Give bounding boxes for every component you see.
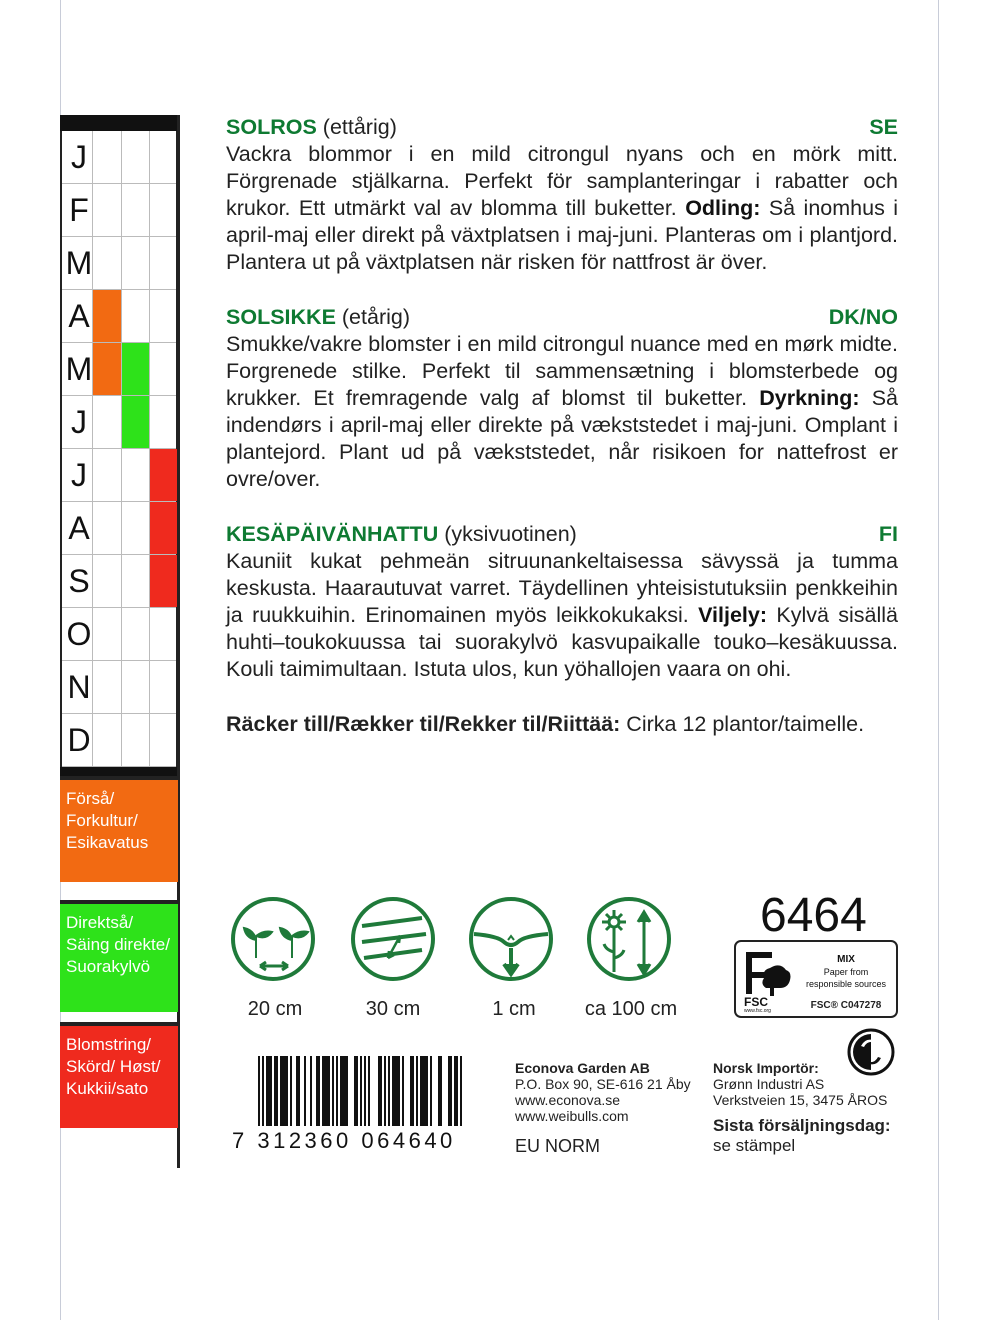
calendar-cell-sowing-indoor — [92, 714, 122, 766]
barcode-bar — [310, 1056, 312, 1126]
body-label: Dyrkning: — [759, 386, 860, 410]
calendar-month-letter: A — [68, 298, 90, 334]
company-postal: P.O. Box 90, SE-616 21 Åby — [515, 1076, 691, 1092]
sowing-calendar — [60, 115, 178, 785]
body-text: Kauniit kukat pehmeän sitruunankeltaisessa sävyssä ja tumma keskusta. Haarautuvat varret. Täydellinen yhteisistutuksiin penkkeihin ja ruukkuihin. Erinomainen myös leikkokukaksi. — [226, 549, 898, 627]
body-label: Viljely: — [698, 603, 768, 627]
section-language: FI — [878, 522, 898, 546]
barcode-bar — [340, 1056, 348, 1126]
barcode-bar — [402, 1056, 404, 1126]
yield-value: Cirka 12 plantor/taimelle. — [620, 712, 865, 736]
calendar-month-letter: J — [71, 404, 87, 440]
sowing-depth-icon — [468, 896, 554, 982]
company-name: Econova Garden AB — [515, 1060, 650, 1076]
importer-heading: Norsk Importör: — [713, 1060, 819, 1076]
fsc-paper-line2: responsible sources — [805, 979, 887, 989]
body-text: Så indendørs i april-maj eller direkte på vækststedet i maj-juni. Omplant i plantejord. Plant ud på vækststedet, når risikoen for nattefrost er ovre/over. — [226, 386, 898, 491]
barcode-bar — [454, 1056, 456, 1126]
sowing-depth-label: 1 cm — [492, 998, 536, 1020]
calendar-cell-flowering — [149, 290, 177, 342]
calendar-month-row — [62, 290, 176, 343]
calendar-month-row — [62, 661, 176, 714]
company-address — [515, 1060, 691, 1124]
section-heading — [226, 304, 898, 331]
body-label: Odling: — [685, 196, 761, 220]
calendar-cell-sowing-direct — [121, 237, 150, 289]
section-heading — [226, 114, 898, 141]
barcode-bar — [456, 1056, 458, 1126]
calendar-month-letter: J — [71, 139, 87, 175]
calendar-cell-sowing-direct — [121, 714, 150, 766]
calendar-month-row — [62, 396, 176, 449]
plant-spacing-icon — [230, 896, 316, 982]
barcode-bar — [420, 1056, 428, 1126]
barcode-bar — [368, 1056, 370, 1126]
calendar-cell-sowing-direct — [121, 290, 150, 342]
barcode-bar — [304, 1056, 306, 1126]
calendar-cell-sowing-indoor — [92, 290, 122, 342]
calendar-month-letter: A — [68, 510, 90, 546]
barcode-bar — [266, 1056, 272, 1126]
section-dk-no — [226, 304, 898, 493]
last-sale-heading: Sista försäljningsdag: — [713, 1116, 891, 1135]
calendar-month-row — [62, 555, 176, 608]
calendar-cell-flowering — [149, 714, 177, 766]
barcode-bar — [410, 1056, 414, 1126]
calendar-cell-sowing-direct — [121, 131, 150, 183]
fsc-text — [798, 954, 894, 990]
importer-street: Verkstveien 15, 3475 ÅROS — [713, 1092, 888, 1108]
barcode-bar — [274, 1056, 278, 1126]
right-edge-line — [938, 0, 939, 1320]
barcode-bar — [332, 1056, 334, 1126]
barcode-bar — [364, 1056, 366, 1126]
calendar-month-letter: M — [65, 245, 93, 281]
calendar-cell-sowing-indoor — [92, 555, 122, 607]
legend-sowing-indoor: Förså/ Forkultur/ Esikavatus — [60, 780, 178, 882]
barcode-bar — [322, 1056, 330, 1126]
section-title: KESÄPÄIVÄNHATTU — [226, 522, 439, 546]
section-body — [226, 548, 898, 683]
fsc-code: FSC® C047278 — [810, 1000, 882, 1011]
barcode-bar — [416, 1056, 418, 1126]
barcode-bar — [448, 1056, 452, 1126]
section-body — [226, 141, 898, 276]
calendar-cell-sowing-direct — [121, 661, 150, 713]
barcode-bar — [262, 1056, 264, 1126]
last-sale-date — [713, 1116, 891, 1156]
barcode-bar — [280, 1056, 288, 1126]
yield-line — [226, 712, 864, 737]
calendar-cell-sowing-direct — [121, 502, 150, 554]
calendar-cell-flowering — [149, 237, 177, 289]
calendar-cell-sowing-indoor — [92, 237, 122, 289]
eu-norm: EU NORM — [515, 1136, 600, 1156]
legend-sowing-direct: Direktså/ Säing direkte/ Suorakylvö — [60, 904, 178, 1012]
calendar-cell-sowing-direct — [121, 396, 150, 448]
body-text: Vackra blommor i en mild citrongul nyans och en mörk mitt. Förgrenade stjälkarna. Perfekt för samplanteringar i rabatter och krukor. Ett utmärkt val av blomma till buketter. — [226, 142, 898, 220]
calendar-cell-flowering — [149, 449, 177, 501]
row-spacing-icon — [350, 896, 436, 982]
section-language: SE — [869, 115, 898, 139]
section-subtitle: (ettårig) — [322, 115, 397, 139]
article-number: 6464 — [760, 889, 867, 942]
calendar-cell-sowing-indoor — [92, 131, 122, 183]
calendar-month-row — [62, 502, 176, 555]
yield-label: Räcker till/Rækker til/Rekker til/Riittää: — [226, 712, 621, 736]
plant-height-label: ca 100 cm — [584, 998, 678, 1020]
calendar-month-row — [62, 184, 176, 237]
calendar-month-row — [62, 449, 176, 502]
barcode-bar — [336, 1056, 338, 1126]
calendar-grid — [60, 131, 178, 767]
calendar-cell-sowing-direct — [121, 449, 150, 501]
section-title: SOLROS — [226, 115, 317, 139]
calendar-cell-sowing-direct — [121, 555, 150, 607]
calendar-cell-sowing-direct — [121, 343, 150, 395]
barcode-bar — [316, 1056, 320, 1126]
section-title: SOLSIKKE — [226, 305, 336, 329]
calendar-cell-sowing-indoor — [92, 343, 122, 395]
plant-height-icon — [586, 896, 672, 982]
section-language: DK/NO — [828, 305, 898, 329]
calendar-cell-sowing-indoor — [92, 184, 122, 236]
fsc-paper-line1: Paper from — [823, 967, 869, 977]
barcode-number: 7 312360 064640 — [232, 1128, 456, 1153]
importer-name: Grønn Industri AS — [713, 1076, 825, 1092]
body-text: Kylvä sisällä huhti–toukokuussa tai suorakylvö kasvupaikalle touko–kesäkuussa. Kouli taimimultaan. Istuta ulos, kun yöhallojen vaara on ohi. — [226, 603, 899, 681]
calendar-month-letter: S — [68, 563, 90, 599]
calendar-month-letter: N — [67, 669, 91, 705]
calendar-cell-flowering — [149, 396, 177, 448]
calendar-cell-flowering — [149, 131, 177, 183]
calendar-cell-flowering — [149, 608, 177, 660]
calendar-month-letter: M — [65, 351, 93, 387]
barcode-bar — [392, 1056, 400, 1126]
barcode-bar — [388, 1056, 390, 1126]
section-fi — [226, 521, 898, 683]
company-web: www.econova.se — [515, 1092, 621, 1108]
legend-flowering: Blomstring/ Skörd/ Høst/ Kukkii/sato — [60, 1026, 178, 1128]
calendar-cell-sowing-indoor — [92, 396, 122, 448]
barcode-bar — [360, 1056, 362, 1126]
calendar-cell-sowing-indoor — [92, 502, 122, 554]
calendar-cell-sowing-indoor — [92, 661, 122, 713]
calendar-cell-flowering — [149, 555, 177, 607]
plant-spacing-label: 20 cm — [247, 998, 303, 1020]
section-subtitle: (yksivuotinen) — [444, 522, 577, 546]
section-subtitle: (etårig) — [341, 305, 410, 329]
calendar-month-row — [62, 714, 176, 767]
fsc-tree-icon — [740, 946, 794, 1014]
barcode-bar — [430, 1056, 432, 1126]
calendar-cell-sowing-direct — [121, 184, 150, 236]
calendar-cell-flowering — [149, 661, 177, 713]
section-se — [226, 114, 898, 276]
fsc-site: www.fsc.org — [744, 1008, 771, 1014]
calendar-month-row — [62, 608, 176, 661]
calendar-month-letter: F — [69, 192, 89, 228]
section-body — [226, 331, 898, 493]
importer-address — [713, 1060, 887, 1108]
calendar-cell-sowing-direct — [121, 608, 150, 660]
calendar-top-bar — [60, 115, 178, 131]
barcode-bar — [438, 1056, 442, 1126]
calendar-month-letter: O — [66, 616, 92, 652]
calendar-month-letter: D — [67, 722, 91, 758]
barcode-bar — [296, 1056, 300, 1126]
barcode-bar — [354, 1056, 358, 1126]
calendar-cell-flowering — [149, 184, 177, 236]
calendar-cell-flowering — [149, 502, 177, 554]
calendar-cell-sowing-indoor — [92, 608, 122, 660]
last-sale-value: se stämpel — [713, 1136, 796, 1155]
barcode-bar — [258, 1056, 260, 1126]
barcode-bar — [290, 1056, 292, 1126]
calendar-month-row — [62, 343, 176, 396]
calendar-cell-sowing-indoor — [92, 449, 122, 501]
fsc-mix: MIX — [837, 954, 855, 965]
barcode-bar — [378, 1056, 382, 1126]
calendar-cell-flowering — [149, 343, 177, 395]
body-text: Så inomhus i april-maj eller direkt på växtplatsen i maj-juni. Planteras om i plantjord. Plantera ut på växtplatsen när risken för nattfrost är över. — [226, 196, 899, 274]
fsc-logo — [734, 940, 898, 1018]
calendar-month-row — [62, 131, 176, 184]
calendar-month-row — [62, 237, 176, 290]
calendar-month-letter: J — [71, 457, 87, 493]
section-heading — [226, 521, 898, 548]
body-text: Smukke/vakre blomster i en mild citrongul nuance med en mørk midte. Forgrenede stilke. Perfekt til sammensætning i blomsterbede og krukker. Et fremragende valg af blomst til buketter. — [226, 332, 898, 410]
fsc-brand: FSC — [744, 995, 768, 1009]
row-spacing-label: 30 cm — [365, 998, 421, 1020]
barcode-bar — [384, 1056, 386, 1126]
barcode-bar — [460, 1056, 462, 1126]
company-web: www.weibulls.com — [515, 1108, 629, 1124]
